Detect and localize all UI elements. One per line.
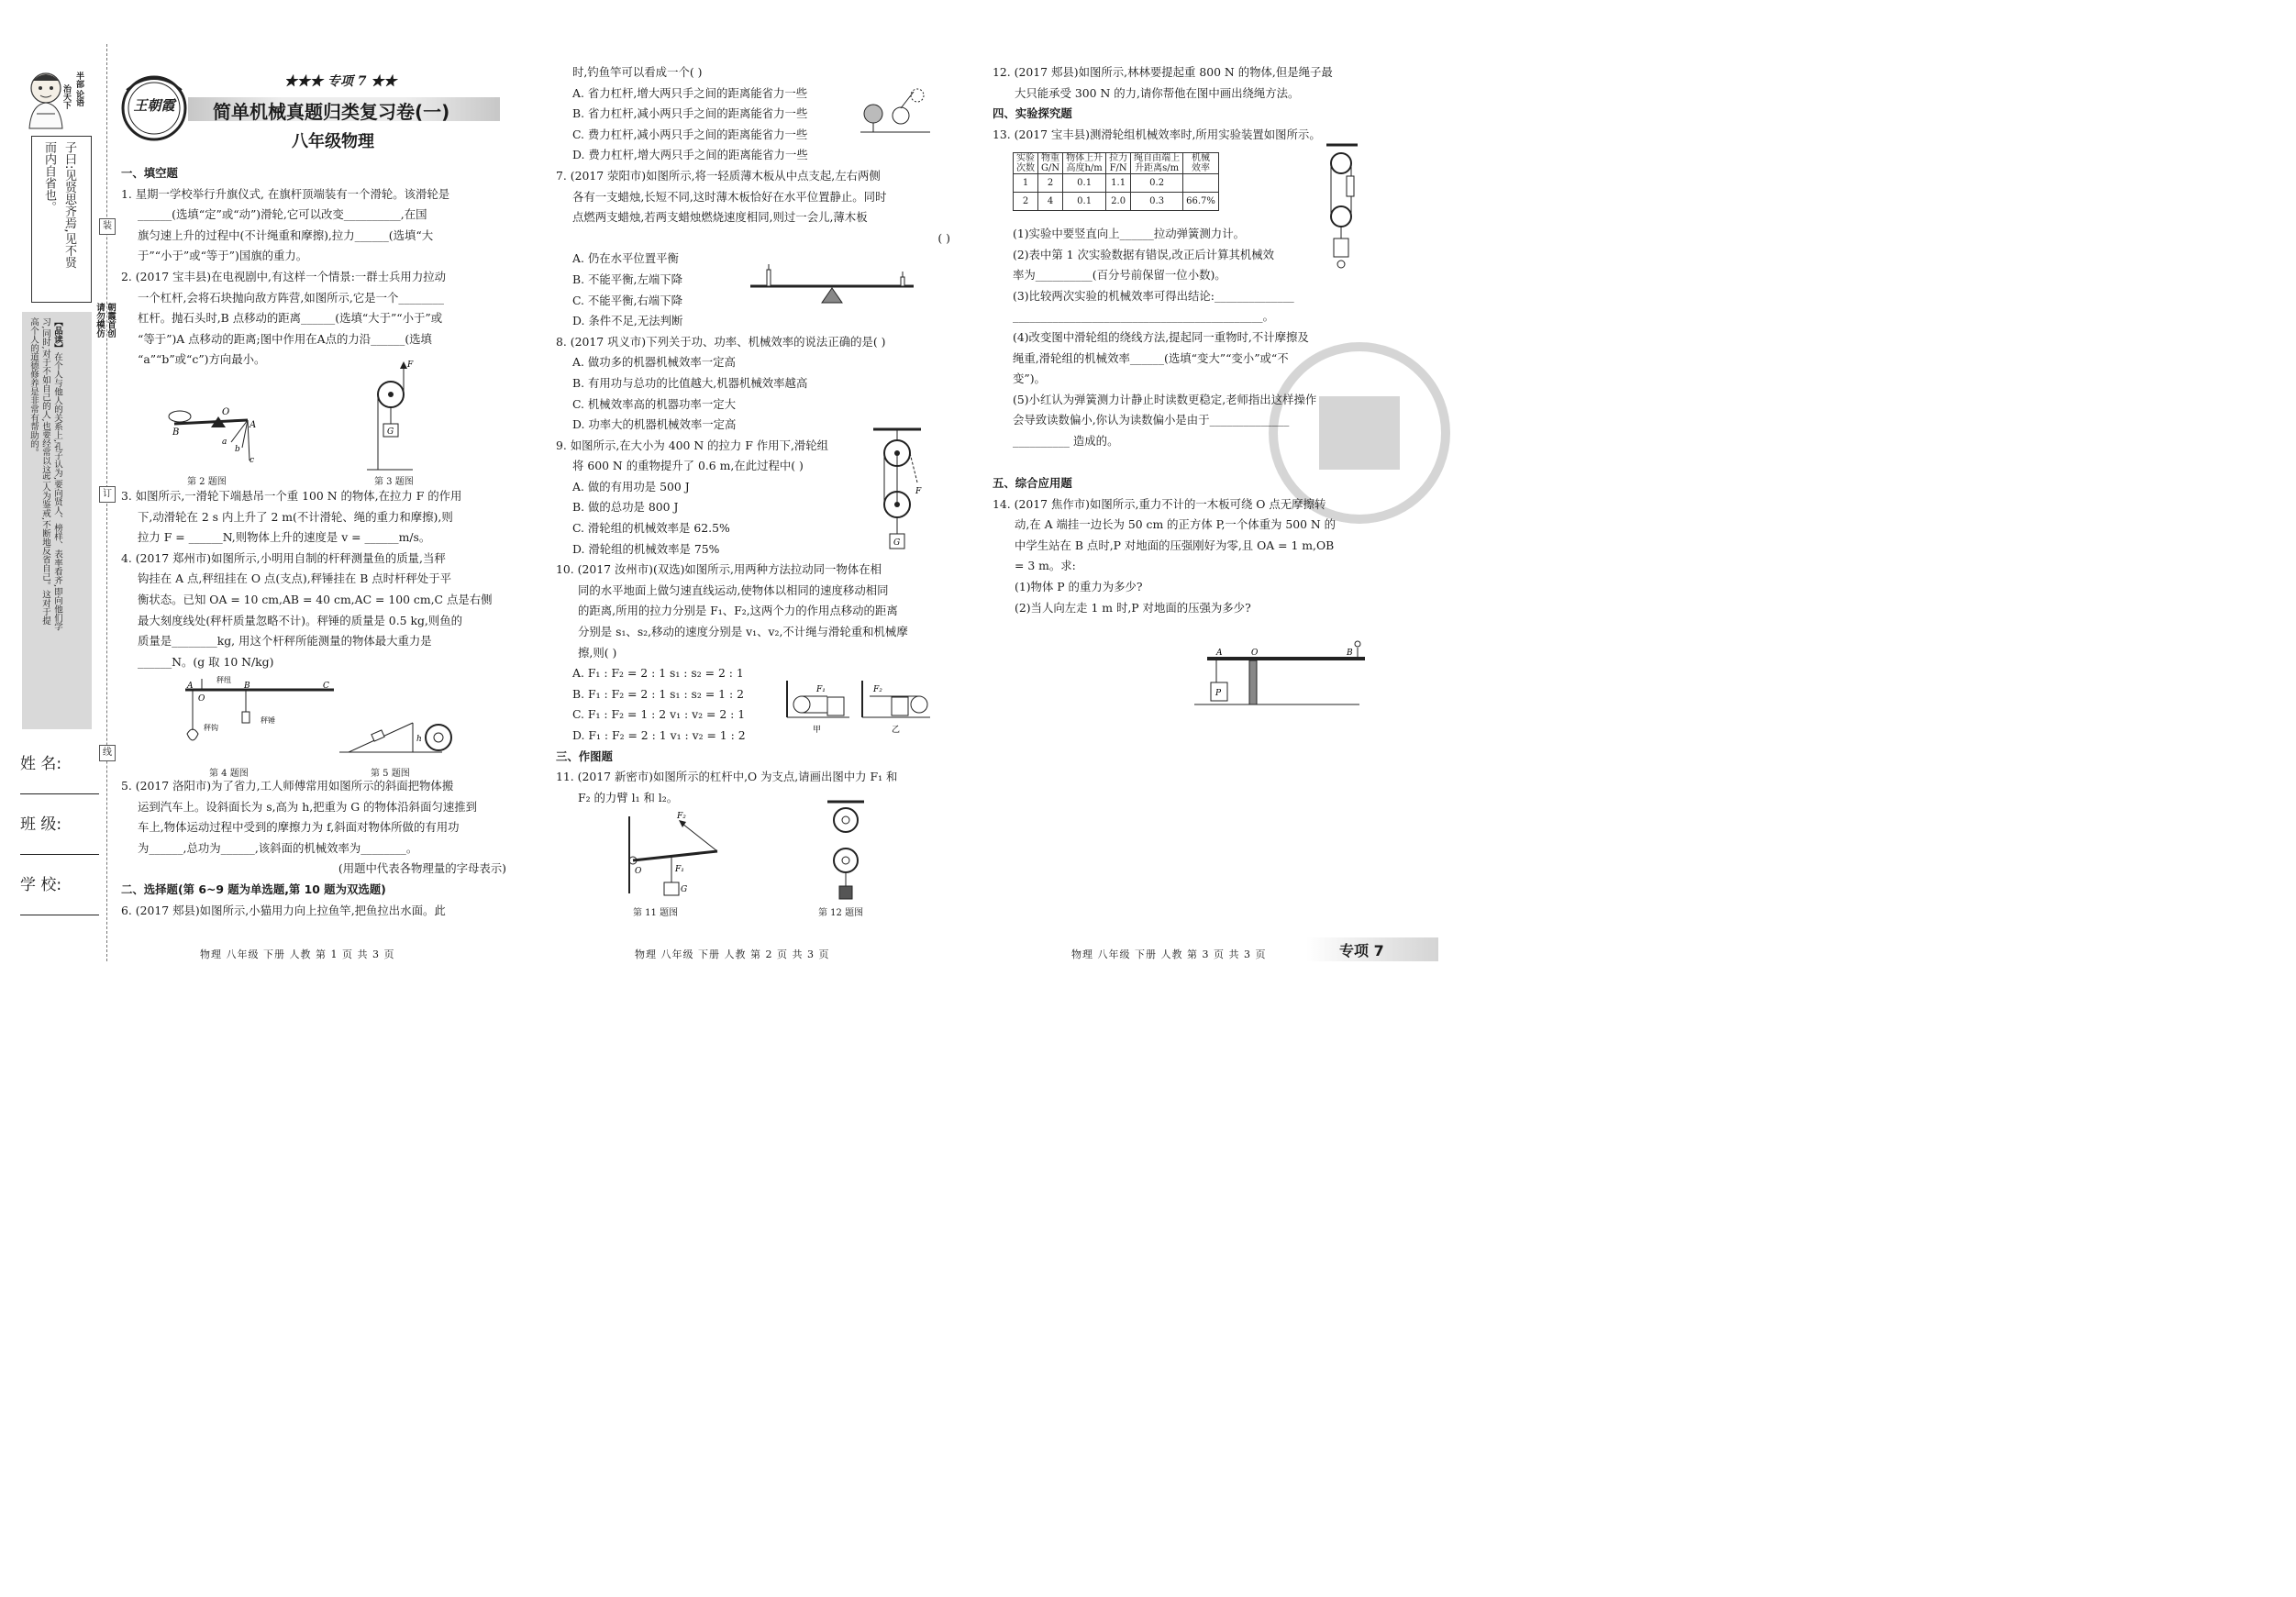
footer-page-2: 物理 八年级 下册 人教 第 2 页 共 3 页 <box>635 948 830 960</box>
th-2: 物重 G/N <box>1038 153 1063 174</box>
svg-text:F: F <box>407 360 414 370</box>
q13-line: 变”)。 <box>1013 372 1046 386</box>
q4-line: 最大刻度线处(秤杆质量忽略不计)。秤锤的质量是 0.5 kg,则鱼的 <box>138 613 463 627</box>
section-comprehensive: 五、综合应用题 <box>993 476 1072 490</box>
q7-line: 各有一支蜡烛,长短不同,这时薄木板恰好在水平位置静止。同时 <box>572 189 887 204</box>
section-drawing: 三、作图题 <box>556 749 613 763</box>
q3-line: 拉力 F = ______N,则物体上升的速度是 v = ______m/s。 <box>138 530 431 545</box>
motto-small-2: 治天下 <box>61 84 71 109</box>
table-cell: 0.1 <box>1063 174 1106 193</box>
col3-a <box>993 62 1387 145</box>
q6-line: 时,钓鱼竿可以看成一个( ) <box>572 65 703 79</box>
series-tag: ★★★ 专项 7 ★★ <box>284 74 397 89</box>
watermark-seal-icon <box>1268 341 1451 525</box>
svg-text:O: O <box>198 694 205 704</box>
q4-line: 衡状态。已知 OA = 10 cm,AB = 40 cm,AC = 100 cm,C 点是右侧 <box>138 592 493 606</box>
q6-option: C. 费力杠杆,减小两只手之间的距离能省力一些 <box>572 127 808 141</box>
svg-text:P: P <box>1215 689 1222 698</box>
figure-2-lever <box>165 404 275 468</box>
svg-text:A: A <box>1216 649 1223 658</box>
q8-option: C. 机械效率高的机器功率一定大 <box>572 396 736 411</box>
svg-text:F₂: F₂ <box>873 685 882 694</box>
q10-option: C. F₁ : F₂ = 1 : 2 v₁ : v₂ = 2 : 1 <box>572 707 746 722</box>
q9-line: 将 600 N 的重物提升了 0.6 m,在此过程中( ) <box>572 459 804 473</box>
field-name[interactable] <box>20 750 99 794</box>
field-school-label: 学 校: <box>20 876 62 894</box>
caption-fig-11: 第 11 题图 <box>633 908 679 918</box>
q5-line: 运到汽车上。设斜面长为 s,高为 h,把重为 G 的物体沿斜面匀速推到 <box>138 799 478 814</box>
fig4-label-2: 秤钩 <box>204 724 218 732</box>
fig10-label-2: 乙 <box>892 726 901 735</box>
svg-text:A: A <box>250 420 257 430</box>
q4-line: 钩挂在 A 点,秤纽挂在 O 点(支点),秤锤挂在 B 点时杆秤处于平 <box>138 571 451 586</box>
q9-option: B. 做的总功是 800 J <box>572 500 679 515</box>
col1 <box>121 163 506 371</box>
svg-text:G: G <box>893 538 901 548</box>
q1-line: 于”“小于”或“等于”)国旗的重力。 <box>138 249 308 263</box>
caption-fig-3: 第 3 题图 <box>374 477 414 487</box>
caption-fig-4: 第 4 题图 <box>209 769 249 779</box>
field-school[interactable] <box>20 871 99 915</box>
q11-line: F₂ 的力臂 l₁ 和 l₂。 <box>578 790 679 804</box>
th-5: 绳自由端上 升距离s/m <box>1131 153 1183 174</box>
q8-line: 8. (2017 巩义市)下列关于功、功率、机械效率的说法正确的是( ) <box>556 334 886 349</box>
figure-10-two-pulleys <box>785 677 932 735</box>
table-row <box>1014 174 1219 193</box>
binding-line <box>106 44 107 961</box>
q2-line: 一个杠杆,会将石块抛向敌方阵营,如图所示,它是一个________ <box>138 290 444 305</box>
svg-text:B: B <box>1347 649 1353 658</box>
q8-option: B. 有用功与总功的比值越大,机器机械效率越高 <box>572 375 808 390</box>
figure-9-pulley-block <box>873 427 928 556</box>
q7-line: ( ) <box>937 230 950 245</box>
svg-text:b: b <box>235 445 240 454</box>
section-experiment: 四、实验探究题 <box>993 106 1072 121</box>
pindu-text: 【品读】在个人与他人的关系上,孔子认为,要向贤人、榜样、表率看齐,即向他们学 习,同时,对于不如自己的人,也要经常以这些人为鉴戒,不断地反省自己。这对于提 高个人的道德修养是非常有帮助的。 <box>28 317 62 631</box>
q10-line: 分别是 s₁、s₂,移动的速度分别是 v₁、v₂,不计绳与滑轮重和机械摩 <box>578 625 908 639</box>
q1-line: ______(选填“定”或“动”)滑轮,它可以改变__________,在国 <box>138 207 427 222</box>
q7-line: 7. (2017 荥阳市)如图所示,将一轻质薄木板从中点支起,左右两侧 <box>556 168 881 183</box>
q7-option: A. 仍在水平位置平衡 <box>572 251 679 266</box>
q14-line: 动,在 A 端挂一边长为 50 cm 的正方体 P,一个体重为 500 N 的 <box>1015 517 1337 532</box>
svg-text:a: a <box>222 438 227 447</box>
field-class-label: 班 级: <box>20 815 62 834</box>
q13-line: (4)改变图中滑轮组的绕线方法,提起同一重物时,不计摩擦及 <box>1013 329 1309 344</box>
field-class[interactable] <box>20 811 99 855</box>
section-choice: 二、选择题(第 6~9 题为单选题,第 10 题为双选题) <box>121 882 386 896</box>
table-cell: 2 <box>1014 193 1038 211</box>
figure-3-pulley <box>367 360 422 470</box>
table-cell: 2 <box>1038 174 1063 193</box>
section-fill-in: 一、填空题 <box>121 166 178 180</box>
table-cell: 4 <box>1038 193 1063 211</box>
q8-option: D. 功率大的机器机械效率一定高 <box>572 417 737 432</box>
q13-line: (5)小红认为弹簧测力计静止时读数更稳定,老师指出这样操作 <box>1013 392 1317 406</box>
q13-head: 13. (2017 宝丰县)测滑轮组机械效率时,所用实验装置如图所示。 <box>993 127 1321 141</box>
q6-option: A. 省力杠杆,增大两只手之间的距离能省力一些 <box>572 85 808 100</box>
q3-line: 3. 如图所示,一滑轮下端悬吊一个重 100 N 的物体,在拉力 F 的作用 <box>121 489 462 503</box>
q10-option: A. F₁ : F₂ = 2 : 1 s₁ : s₂ = 2 : 1 <box>572 666 744 681</box>
svg-text:C: C <box>323 682 329 691</box>
figure-11-lever <box>626 811 736 893</box>
q4-line: 4. (2017 郑州市)如图所示,小明用自制的杆秤测量鱼的质量,当秤 <box>121 550 446 565</box>
col1-c <box>121 776 506 921</box>
q7-line: 点燃两支蜡烛,若两支蜡烛燃烧速度相同,则过一会儿,薄木板 <box>572 210 868 225</box>
table-cell: 66.7% <box>1183 193 1219 211</box>
table-row <box>1014 193 1219 211</box>
q3-line: 下,动滑轮在 2 s 内上升了 2 m(不计滑轮、绳的重力和摩擦),则 <box>138 509 453 524</box>
brand-note: 朝霞首创 请勿模仿 <box>94 303 116 338</box>
q10-option: D. F₁ : F₂ = 2 : 1 v₁ : v₂ = 1 : 2 <box>572 728 746 742</box>
q13-table <box>1013 152 1219 211</box>
q14-line: 中学生站在 B 点时,P 对地面的压强刚好为零,且 OA = 1 m,OB <box>1015 538 1335 552</box>
table-cell: 1.1 <box>1106 174 1131 193</box>
q6-option: B. 省力杠杆,减小两只手之间的距离能省力一些 <box>572 106 808 121</box>
q7-option: C. 不能平衡,右端下降 <box>572 293 682 307</box>
page-subtitle: 八年级物理 <box>292 132 374 151</box>
q9-line: 9. 如图所示,在大小为 400 N 的拉力 F 作用下,滑轮组 <box>556 438 829 452</box>
caption-fig-5: 第 5 题图 <box>371 769 410 779</box>
q9-option: C. 滑轮组的机械效率是 62.5% <box>572 521 730 536</box>
caption-fig-2: 第 2 题图 <box>187 477 227 487</box>
svg-text:B: B <box>244 682 250 691</box>
caption-fig-12: 第 12 题图 <box>818 908 864 918</box>
q6-option: D. 费力杠杆,增大两只手之间的距离能省力一些 <box>572 148 808 162</box>
q4-line: ______N。(g 取 10 N/kg) <box>138 654 274 669</box>
table-cell <box>1183 174 1219 193</box>
binding-label-3: 线 <box>99 745 116 761</box>
svg-text:h: h <box>416 735 422 744</box>
q7-option: D. 条件不足,无法判断 <box>572 314 683 328</box>
binding-label-2: 订 <box>99 486 116 503</box>
figure-14-lever-person <box>1194 648 1369 712</box>
q9-option: A. 做的有用功是 500 J <box>572 479 690 494</box>
th-6: 机械 效率 <box>1183 153 1219 174</box>
q5-line: 车上,物体运动过程中受到的摩擦力为 f,斜面对物体所做的有用功 <box>138 820 460 835</box>
motto-small: 半部 论语 <box>74 72 83 106</box>
svg-text:c: c <box>250 456 255 465</box>
page-title: 简单机械真题归类复习卷(一) <box>213 101 450 123</box>
q10-line: 的距离,所用的拉力分别是 F₁、F₂,这两个力的作用点移动的距离 <box>578 604 898 618</box>
q10-line: 10. (2017 汝州市)(双选)如图所示,用两种方法拉动同一物体在相 <box>556 562 882 577</box>
svg-text:F₁: F₁ <box>816 685 826 694</box>
table-cell: 0.2 <box>1131 174 1183 193</box>
q8-option: A. 做功多的机器机械效率一定高 <box>572 355 736 370</box>
svg-text:G: G <box>681 885 688 894</box>
side-strip <box>18 64 94 734</box>
logo-text: 王朝霞 <box>133 97 175 114</box>
figure-7-candle-seesaw <box>750 259 915 305</box>
q13-line: ____________________________________________。 <box>1013 309 1274 324</box>
fig4-label-1: 秤纽 <box>216 676 231 684</box>
q4-line: 质量是________kg, 用这个杆秤所能测量的物体最大重力是 <box>138 634 432 649</box>
table-cell: 0.3 <box>1131 193 1183 211</box>
q10-option: B. F₁ : F₂ = 2 : 1 s₁ : s₂ = 1 : 2 <box>572 686 744 701</box>
q10-line: 擦,则( ) <box>578 645 617 660</box>
q5-line: 为______,总功为______,该斜面的机械效率为________。 <box>138 840 418 855</box>
table-cell: 2.0 <box>1106 193 1131 211</box>
q14-line: (1)物体 P 的重力为多少? <box>1015 579 1143 593</box>
q11-line: 11. (2017 新密市)如图所示的杠杆中,O 为支点,请画出图中力 F₁ 和 <box>556 770 898 784</box>
q13-table-wrap <box>1013 152 1219 211</box>
q14-line: = 3 m。求: <box>1015 559 1076 573</box>
q2-line: 2. (2017 宝丰县)在电视剧中,有这样一个情景:一群士兵用力拉动 <box>121 269 446 283</box>
svg-text:F₁: F₁ <box>675 865 684 874</box>
q10-line: 同的水平地面上做匀速直线运动,使物体以相同的速度移动相同 <box>578 582 889 597</box>
q13-line: __________ 造成的。 <box>1013 433 1119 448</box>
q12-line: 12. (2017 郏县)如图所示,林林要提起重 800 N 的物体,但是绳子最 <box>993 65 1333 79</box>
quote-text: 子曰:见贤思齐焉,见不贤 而内自省也。 <box>42 141 76 269</box>
fig4-label-3: 秤锤 <box>261 716 275 725</box>
figure-4-steelyard <box>182 676 338 761</box>
q2-line: 杠杆。抛石头时,B 点移动的距离______(选填“大于”“小于”或 <box>138 311 443 326</box>
figure-6-cat-fishing <box>860 88 934 134</box>
q13-line: 绳重,滑轮组的机械效率______(选填“变大”“变小”或“不 <box>1013 350 1289 365</box>
svg-text:O: O <box>1251 649 1259 658</box>
q14-line: 14. (2017 焦作市)如图所示,重力不计的一木板可绕 O 点无摩擦转 <box>993 496 1326 511</box>
svg-text:G: G <box>387 427 394 437</box>
svg-text:O: O <box>635 867 642 876</box>
col1-b <box>121 486 506 672</box>
binding-label-1: 装 <box>99 218 116 235</box>
q13-line: 会导致读数偏小,你认为读数偏小是由于______________ <box>1013 413 1290 427</box>
q2-line: “a”“b”或“c”)方向最小。 <box>138 352 266 367</box>
svg-text:F: F <box>915 487 922 496</box>
fig10-label-1: 甲 <box>813 726 822 735</box>
q13-line: (2)表中第 1 次实验数据有错误,改正后计算其机械效 <box>1013 247 1275 261</box>
q13-line: 率为__________(百分号前保留一位小数)。 <box>1013 268 1226 283</box>
q13-line: (1)实验中要竖直向上______拉动弹簧测力计。 <box>1013 227 1245 240</box>
svg-text:A: A <box>187 682 194 691</box>
figure-5-incline <box>339 714 459 760</box>
q1-line: 旗匀速上升的过程中(不计绳重和摩擦),拉力______(选填“大 <box>138 227 434 242</box>
q7-option: B. 不能平衡,左端下降 <box>572 272 683 286</box>
footer-page-3: 物理 八年级 下册 人教 第 3 页 共 3 页 <box>1071 948 1267 960</box>
figure-12-pulleys <box>827 800 864 901</box>
q6-line: 6. (2017 郏县)如图所示,小猫用力向上拉鱼竿,把鱼拉出水面。此 <box>121 903 446 917</box>
svg-text:F₂: F₂ <box>677 812 686 821</box>
q12-line: 大只能承受 300 N 的力,请你帮他在图中画出绕绳方法。 <box>1015 85 1300 100</box>
q5-line: 5. (2017 洛阳市)为了省力,工人师傅常用如图所示的斜面把物体搬 <box>121 779 454 793</box>
th-4: 拉力 F/N <box>1106 153 1131 174</box>
table-cell: 0.1 <box>1063 193 1106 211</box>
q2-line: “等于”)A 点移动的距离;图中作用在A点的力沿______(选填 <box>138 331 432 346</box>
table-header-row <box>1014 153 1219 174</box>
q9-option: D. 滑轮组的机械效率是 75% <box>572 541 720 556</box>
th-3: 物体上升 高度h/m <box>1063 153 1106 174</box>
th-1: 实验 次数 <box>1014 153 1038 174</box>
table-cell: 1 <box>1014 174 1038 193</box>
field-name-label: 姓 名: <box>20 755 62 773</box>
q13-line: (3)比较两次实验的机械效率可得出结论:______________ <box>1013 288 1294 303</box>
footer-series-tag: 专项 7 <box>1339 942 1384 959</box>
q1-line: 1. 星期一学校举行升旗仪式, 在旗杆顶端装有一个滑轮。该滑轮是 <box>121 186 450 201</box>
svg-text:B: B <box>172 427 180 438</box>
footer-page-1: 物理 八年级 下册 人教 第 1 页 共 3 页 <box>200 948 395 960</box>
q5-line: (用题中代表各物理量的字母表示) <box>338 861 506 876</box>
svg-text:O: O <box>222 407 230 417</box>
q14-line: (2)当人向左走 1 m 时,P 对地面的压强为多少? <box>1015 600 1251 615</box>
